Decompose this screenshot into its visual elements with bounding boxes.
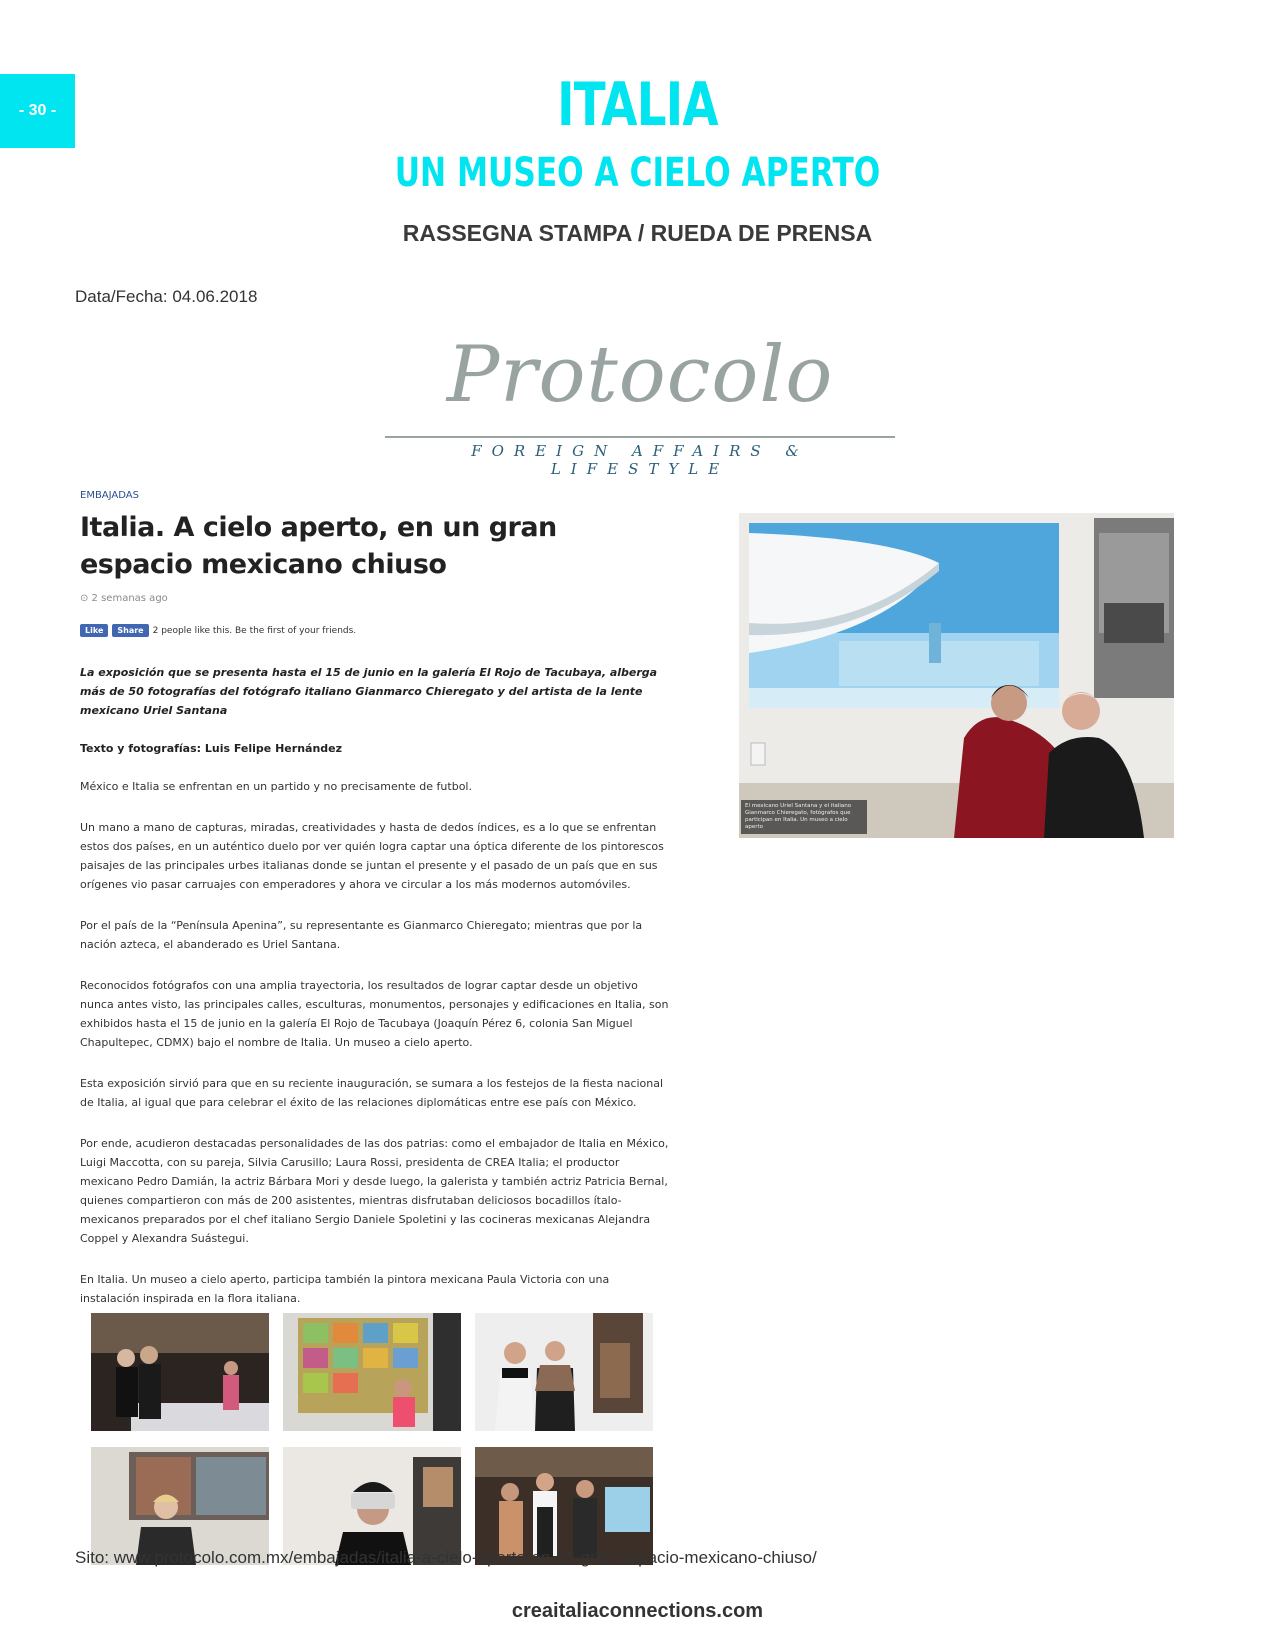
article-category[interactable]: EMBAJADAS	[80, 490, 139, 501]
fb-like-button[interactable]: Like	[80, 624, 108, 637]
page-subtitle: UN MUSEO A CIELO APERTO	[394, 150, 881, 196]
logo-divider	[385, 436, 895, 438]
article-paragraph: Por ende, acudieron destacadas personalidades de las dos patrias: como el embajador de Italia en México, Luigi Maccotta, con su pareja, Silvia Carusillo; Laura Rossi, presidenta de CREA Italia; el productor mexicano Pedro Damián, la actriz Bárbara Mori y desde luego, la galerista y también actriz Patricia Bernal, quienes compartieron con más de 200 asistentes, mientras disfrutaban deliciosos bocadillos ítalo-mexicanos preparados por el chef italiano Sergio Daniele Spoletini y las cocineras mexicanas Alejandra Coppel y Alexandra Suástegui.	[80, 1137, 669, 1245]
gallery-photo	[91, 1313, 269, 1431]
logo-tagline: FOREIGN AFFAIRS & LIFESTYLE	[471, 442, 809, 478]
page-title: ITALIA	[557, 70, 718, 140]
protocolo-logo	[385, 330, 895, 478]
gallery-photo	[283, 1313, 461, 1431]
article-paragraph: Reconocidos fotógrafos con una amplia trayectoria, los resultados de lograr captar desde un objetivo nunca antes visto, las principales calles, esculturas, monumentos, personajes y edificaciones en Italia, son exhibidos hasta el 15 de junio en la galería El Rojo de Tacubaya (Joaquín Pérez 6, colonia San Miguel Chapultepec, CDMX) bajo el nombre de Italia. Un museo a cielo aperto.	[80, 979, 669, 1049]
article-headline[interactable]: Italia. A cielo aperto, en un gran espacio mexicano chiuso	[80, 512, 557, 580]
article-paragraph: En Italia. Un museo a cielo aperto, participa también la pintora mexicana Paula Victoria con una instalación inspirada en la flora italiana.	[80, 1273, 610, 1305]
article-paragraph: México e Italia se enfrentan en un partido y no precisamente de futbol.	[80, 780, 472, 793]
photographers-photo	[739, 513, 1174, 838]
page-number-tab	[0, 74, 75, 148]
article-time: ⊙ 2 semanas ago	[80, 593, 168, 604]
photo-caption: El mexicano Uriel Santana y el italiano Gianmarco Chieregato, fotógrafos que participan en Italia. Un museo a cielo aperto	[741, 800, 867, 834]
section-heading: RASSEGNA STAMPA / RUEDA DE PRENSA	[402, 220, 873, 246]
publication-date: Data/Fecha: 04.06.2018	[75, 287, 258, 306]
article-byline: Texto y fotografías: Luis Felipe Hernández	[80, 742, 343, 755]
footer-domain[interactable]: creaitaliaconnections.com	[511, 1600, 764, 1622]
article-paragraph: Esta exposición sirvió para que en su reciente inauguración, se sumara a los festejos de la fiesta nacional de Italia, al igual que para celebrar el éxito de las relaciones diplomáticas entre ese país con México.	[80, 1077, 664, 1109]
article-paragraph: Un mano a mano de capturas, miradas, creatividades y hasta de dedos índices, es a lo que se enfrentan estos dos países, en un auténtico duelo por ver quién logra captar una óptica diferente de los pintorescos paisajes de las principales urbes italianas donde se juntan el presente y el pasado de un país que en sus orígenes vio pasar carruajes con emperadores y ahora ve circular a los más modernos automóviles.	[80, 821, 664, 891]
gallery-photo	[475, 1313, 653, 1431]
article-lead: La exposición que se presenta hasta el 15 de junio en la galería El Rojo de Tacubaya, alberga más de 50 fotografías del fotógrafo italiano Gianmarco Chieregato y del artista de la lente mexicano Uriel Santana	[80, 666, 658, 717]
logo-wordmark: Protocolo	[446, 330, 834, 420]
facebook-widget	[80, 624, 670, 637]
article-main-photo	[739, 513, 1174, 838]
fb-share-button[interactable]: Share	[112, 624, 148, 637]
page-number: - 30 -	[18, 102, 57, 119]
article-paragraph: Por el país de la “Península Apenina”, su representante es Gianmarco Chieregato; mientras que por la nación azteca, el abanderado es Uriel Santana.	[80, 919, 643, 951]
fb-like-count: 2 people like this. Be the first of your friends.	[152, 625, 357, 636]
source-url[interactable]: Sito: www.protocolo.com.mx/embajadas/italia-a-cielo-aperto-en-un-gran-espacio-mexicano-chiuso/	[75, 1548, 817, 1567]
article	[80, 490, 670, 1308]
